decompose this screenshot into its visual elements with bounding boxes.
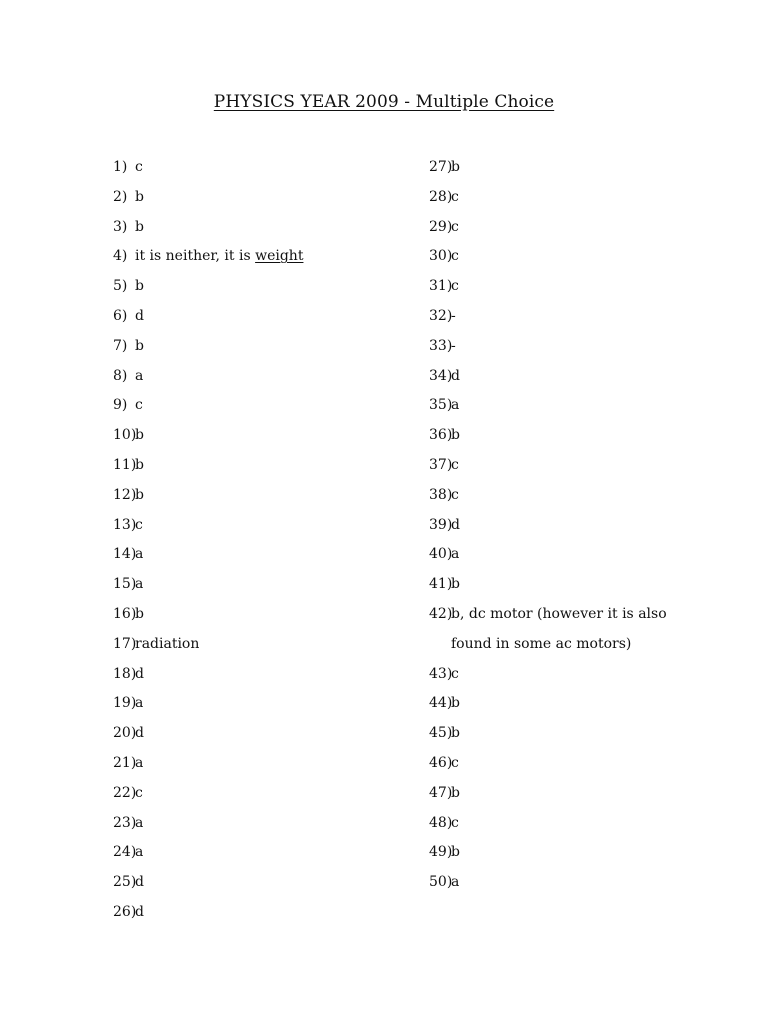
answer-item bbox=[113, 302, 433, 332]
answer-number: 6) bbox=[113, 307, 128, 324]
answer-text: radiation bbox=[135, 635, 200, 652]
answer-number: 23) bbox=[113, 814, 137, 831]
answer-number: 27) bbox=[429, 159, 453, 175]
answer-item bbox=[429, 719, 729, 749]
answer-text: b bbox=[135, 605, 144, 622]
answer-number: 16) bbox=[113, 605, 137, 622]
answer-underlined-text: weight bbox=[255, 248, 304, 265]
answer-text: a bbox=[135, 367, 144, 384]
answer-number: 46) bbox=[429, 754, 453, 771]
answer-item bbox=[113, 779, 433, 809]
answer-item bbox=[113, 391, 433, 421]
answer-text: a bbox=[135, 695, 144, 712]
answer-text: c bbox=[451, 754, 459, 771]
answer-item bbox=[113, 660, 433, 690]
answer-item bbox=[429, 540, 729, 570]
answer-text: b bbox=[135, 427, 144, 444]
answer-text: a bbox=[135, 844, 144, 861]
answer-text: b bbox=[451, 427, 460, 444]
answer-text: d bbox=[135, 725, 144, 742]
answer-number: 43) bbox=[429, 665, 453, 682]
answer-number: 35) bbox=[429, 397, 453, 414]
answer-item bbox=[113, 838, 433, 868]
answer-item bbox=[113, 272, 433, 302]
answer-item bbox=[429, 600, 729, 630]
answer-number: 47) bbox=[429, 784, 453, 801]
answer-number: 33) bbox=[429, 337, 453, 354]
answer-number: 13) bbox=[113, 516, 137, 533]
answer-text: - bbox=[451, 337, 456, 354]
answer-text: b bbox=[135, 188, 144, 205]
answer-number: 9) bbox=[113, 397, 128, 414]
answer-text: c bbox=[451, 248, 459, 265]
answer-item bbox=[429, 809, 729, 839]
answer-item bbox=[113, 332, 433, 362]
answer-text: a bbox=[451, 397, 460, 414]
answer-number: 29) bbox=[429, 218, 453, 235]
answer-number: 31) bbox=[429, 278, 453, 295]
answer-item bbox=[429, 838, 729, 868]
answer-number: 39) bbox=[429, 516, 453, 533]
answer-text: d bbox=[135, 874, 144, 891]
answer-item bbox=[113, 451, 433, 481]
answer-number: 24) bbox=[113, 844, 137, 861]
answer-text: b bbox=[451, 784, 460, 801]
answer-number: 14) bbox=[113, 546, 137, 563]
answer-item bbox=[429, 451, 729, 481]
answers-right-column bbox=[429, 153, 729, 898]
answer-text: - bbox=[451, 307, 456, 324]
answer-item bbox=[429, 362, 729, 392]
answer-item bbox=[429, 421, 729, 451]
answer-item bbox=[113, 481, 433, 511]
answer-text: c bbox=[451, 218, 459, 235]
answer-text: c bbox=[451, 486, 459, 503]
answer-text: it is neither, it is bbox=[135, 248, 256, 265]
answer-text: c bbox=[451, 456, 459, 473]
answer-item bbox=[429, 242, 729, 272]
answer-item bbox=[113, 868, 433, 898]
answers-left-column bbox=[113, 153, 433, 928]
answer-number: 25) bbox=[113, 874, 137, 891]
answer-text: b bbox=[135, 218, 144, 235]
answer-number: 18) bbox=[113, 665, 137, 682]
answer-text: a bbox=[135, 546, 144, 563]
answer-item bbox=[113, 898, 433, 928]
answer-number: 44) bbox=[429, 695, 453, 712]
answer-number: 32) bbox=[429, 307, 453, 324]
answer-number: 34) bbox=[429, 367, 453, 384]
answer-number: 8) bbox=[113, 367, 128, 384]
answer-number: 12) bbox=[113, 486, 137, 503]
answer-text: c bbox=[135, 516, 143, 533]
answer-text: b, dc motor (however it is also bbox=[451, 605, 667, 622]
answer-number: 45) bbox=[429, 725, 453, 742]
answer-text: b bbox=[451, 576, 460, 593]
answer-item bbox=[113, 540, 433, 570]
answer-item bbox=[429, 779, 729, 809]
answer-number: 1) bbox=[113, 159, 128, 175]
answer-number: 17) bbox=[113, 635, 137, 652]
answer-text: d bbox=[135, 307, 144, 324]
answer-item bbox=[429, 391, 729, 421]
answer-item bbox=[113, 570, 433, 600]
answer-item bbox=[429, 749, 729, 779]
answer-text: b bbox=[135, 337, 144, 354]
answer-text: b bbox=[451, 159, 460, 175]
answer-number: 22) bbox=[113, 784, 137, 801]
answer-item bbox=[113, 809, 433, 839]
answer-number: 28) bbox=[429, 188, 453, 205]
answer-item bbox=[113, 600, 433, 630]
answer-text: b bbox=[135, 456, 144, 473]
answer-item bbox=[113, 213, 433, 243]
answer-text: b bbox=[451, 725, 460, 742]
answer-item bbox=[429, 660, 729, 690]
answer-item bbox=[429, 332, 729, 362]
answer-number: 37) bbox=[429, 456, 453, 473]
answer-text: c bbox=[451, 665, 459, 682]
answer-item bbox=[113, 749, 433, 779]
answer-number: 26) bbox=[113, 903, 137, 920]
answer-number: 40) bbox=[429, 546, 453, 563]
answer-item bbox=[429, 481, 729, 511]
answer-number: 19) bbox=[113, 695, 137, 712]
answer-text: d bbox=[451, 516, 460, 533]
answer-item bbox=[429, 302, 729, 332]
answer-item bbox=[113, 630, 433, 660]
answer-item bbox=[429, 153, 729, 183]
answer-text: b bbox=[135, 278, 144, 295]
answer-number: 49) bbox=[429, 844, 453, 861]
answer-number: 7) bbox=[113, 337, 128, 354]
answer-item bbox=[429, 570, 729, 600]
answer-number: 15) bbox=[113, 576, 137, 593]
answer-continuation: found in some ac motors) bbox=[451, 635, 632, 652]
answer-number: 20) bbox=[113, 725, 137, 742]
answer-text: a bbox=[135, 814, 144, 831]
answer-item bbox=[429, 511, 729, 541]
answer-item bbox=[429, 183, 729, 213]
answer-number: 41) bbox=[429, 576, 453, 593]
answer-number: 21) bbox=[113, 754, 137, 771]
answer-number: 30) bbox=[429, 248, 453, 265]
answer-item bbox=[113, 183, 433, 213]
answer-text: d bbox=[135, 903, 144, 920]
answer-text: d bbox=[451, 367, 460, 384]
answer-text: c bbox=[451, 188, 459, 205]
answer-item bbox=[429, 868, 729, 898]
answer-number: 2) bbox=[113, 188, 128, 205]
answer-text: a bbox=[135, 576, 144, 593]
answer-text: d bbox=[135, 665, 144, 682]
answer-number: 4) bbox=[113, 248, 128, 265]
answer-text: b bbox=[135, 486, 144, 503]
answer-text: c bbox=[135, 784, 143, 801]
answer-text: c bbox=[135, 159, 143, 175]
answer-number: 48) bbox=[429, 814, 453, 831]
answer-number: 11) bbox=[113, 456, 137, 473]
answer-number: 10) bbox=[113, 427, 137, 444]
answer-number: 36) bbox=[429, 427, 453, 444]
answer-text: a bbox=[451, 874, 460, 891]
answer-item bbox=[113, 362, 433, 392]
answer-text: c bbox=[451, 814, 459, 831]
answer-item bbox=[113, 689, 433, 719]
answer-item bbox=[429, 272, 729, 302]
answer-item bbox=[429, 213, 729, 243]
answer-text: b bbox=[451, 844, 460, 861]
page-title: PHYSICS YEAR 2009 - Multiple Choice bbox=[213, 92, 555, 112]
answer-item bbox=[113, 242, 433, 272]
answer-number: 50) bbox=[429, 874, 453, 891]
answer-number: 3) bbox=[113, 218, 128, 235]
answer-item bbox=[113, 511, 433, 541]
answer-number: 5) bbox=[113, 278, 128, 295]
answer-text: c bbox=[135, 397, 143, 414]
answer-text: c bbox=[451, 278, 459, 295]
answer-text: b bbox=[451, 695, 460, 712]
answer-item bbox=[113, 719, 433, 749]
answer-item bbox=[113, 421, 433, 451]
answer-text: a bbox=[135, 754, 144, 771]
answer-number: 42) bbox=[429, 605, 453, 622]
answer-text: a bbox=[451, 546, 460, 563]
answer-number: 38) bbox=[429, 486, 453, 503]
answer-item bbox=[113, 153, 433, 183]
answer-item bbox=[429, 689, 729, 719]
